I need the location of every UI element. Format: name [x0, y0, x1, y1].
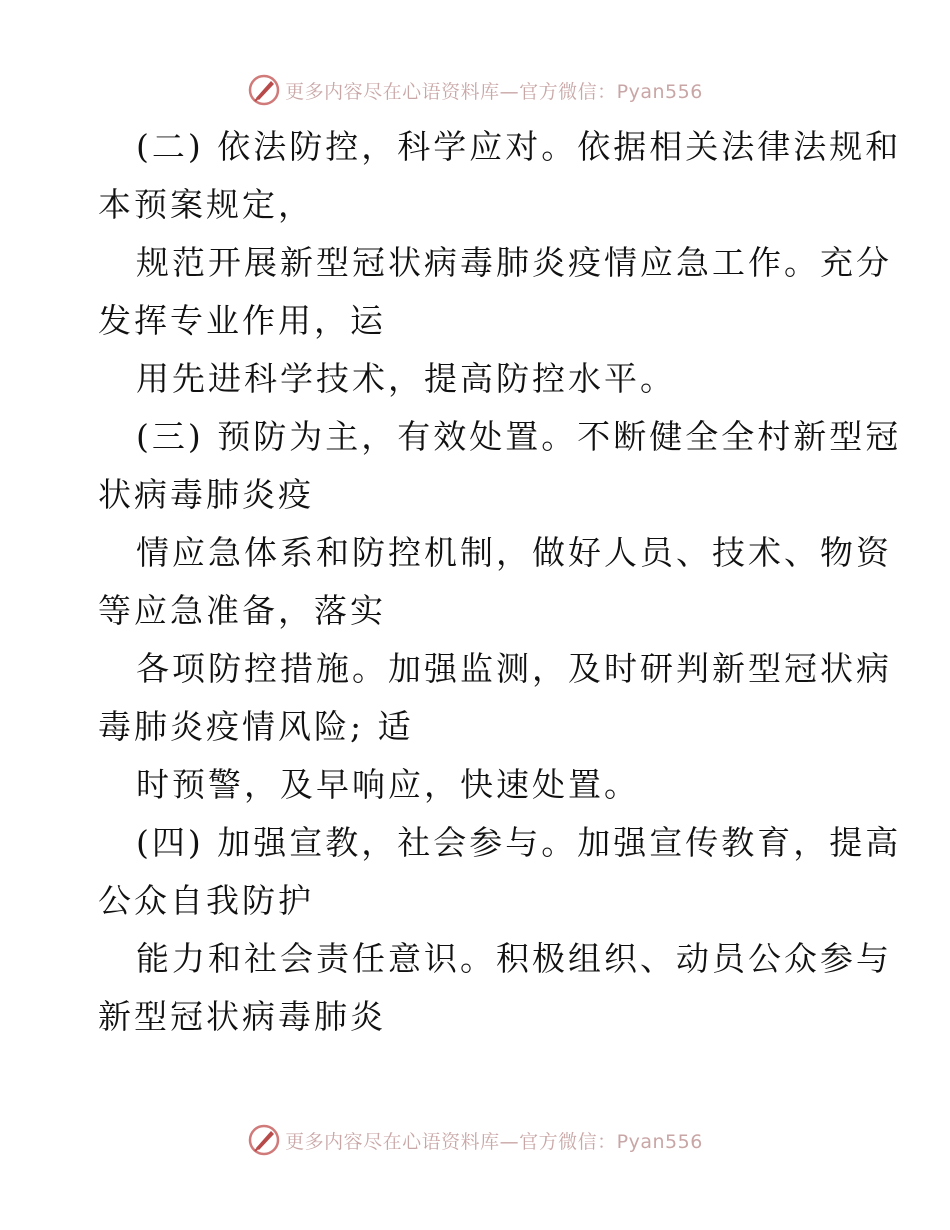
text-line: 本预案规定， — [98, 185, 314, 224]
text-line: 能力和社会责任意识。积极组织、动员公众参与 — [136, 939, 892, 978]
text-line: 毒肺炎疫情风险; 适 — [98, 707, 414, 746]
text-line: 发挥专业作用，运 — [98, 301, 386, 340]
text-line: 情应急体系和防控机制，做好人员、技术、物资 — [136, 533, 892, 572]
watermark-group — [247, 1123, 703, 1157]
watermark-group — [247, 73, 703, 107]
watermark-text: 更多内容尽在心语资料库—官方微信：Pyan556 — [285, 80, 703, 103]
text-line: 时预警，及早响应，快速处置。 — [136, 765, 640, 804]
text-line: 新型冠状病毒肺炎 — [98, 997, 386, 1036]
header-watermark — [0, 70, 950, 110]
text-line: 状病毒肺炎疫 — [98, 475, 314, 514]
text-line: (三) 预防为主，有效处置。不断健全全村新型冠 — [136, 417, 902, 456]
text-line: 各项防控措施。加强监测，及时研判新型冠状病 — [136, 649, 892, 688]
quill-feather-icon — [247, 1123, 281, 1157]
text-line: (二) 依法防控，科学应对。依据相关法律法规和 — [136, 127, 902, 166]
footer-watermark — [0, 1120, 950, 1160]
quill-feather-icon — [247, 73, 281, 107]
text-line: 规范开展新型冠状病毒肺炎疫情应急工作。充分 — [136, 243, 892, 282]
document-body — [98, 118, 902, 1046]
text-line: 用先进科学技术，提高防控水平。 — [136, 359, 676, 398]
text-line: 等应急准备，落实 — [98, 591, 386, 630]
text-line: (四) 加强宣教，社会参与。加强宣传教育，提高 — [136, 823, 902, 862]
text-line: 公众自我防护 — [98, 881, 314, 920]
watermark-text: 更多内容尽在心语资料库—官方微信：Pyan556 — [285, 1130, 703, 1153]
